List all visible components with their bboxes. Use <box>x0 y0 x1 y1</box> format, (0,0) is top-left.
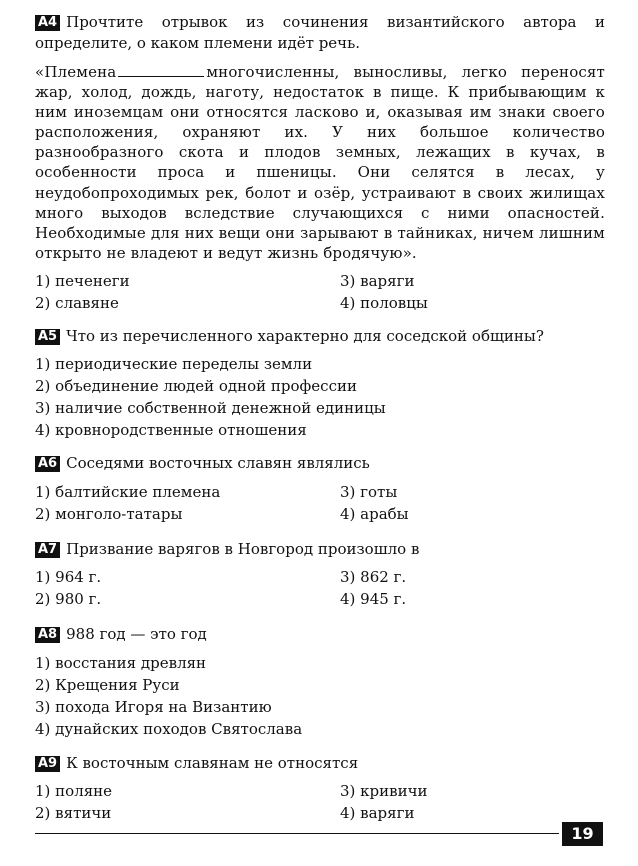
answer-option[interactable]: 3) готы <box>340 482 398 501</box>
answer-options <box>35 482 605 525</box>
answer-option[interactable]: 2) монголо-татары <box>35 504 183 523</box>
answer-option[interactable]: 4) дунайских походов Святослава <box>35 719 303 738</box>
question-a5 <box>35 326 605 442</box>
question-number-badge: А7 <box>35 542 60 558</box>
answer-option[interactable]: 3) похода Игоря на Византию <box>35 697 272 716</box>
source-passage <box>35 62 605 263</box>
question-stem <box>35 453 605 474</box>
question-number-badge: А6 <box>35 456 60 472</box>
answer-option[interactable]: 3) 862 г. <box>340 568 407 587</box>
answer-option[interactable]: 1) восстания древлян <box>35 653 207 672</box>
answer-option[interactable]: 3) наличие собственной денежной единицы <box>35 399 386 418</box>
answer-option[interactable]: 2) объединение людей одной профессии <box>35 377 357 396</box>
answer-options <box>35 781 605 824</box>
answer-option[interactable]: 2) 980 г. <box>35 590 102 609</box>
answer-option[interactable]: 1) балтийские племена <box>35 482 221 501</box>
page-content <box>35 12 605 824</box>
answer-option[interactable]: 3) варяги <box>340 271 415 290</box>
answer-blank <box>118 63 204 77</box>
question-prompt: 988 год — это год <box>66 625 207 644</box>
answer-options <box>35 271 605 314</box>
question-prompt: Соседями восточных славян являлись <box>66 454 370 473</box>
page-number-badge: 19 <box>562 822 603 846</box>
footer-divider <box>35 833 559 834</box>
answer-option[interactable]: 4) варяги <box>340 804 415 823</box>
question-stem <box>35 624 605 645</box>
question-a8 <box>35 624 605 740</box>
answer-option[interactable]: 1) 964 г. <box>35 568 102 587</box>
answer-option[interactable]: 1) периодические переделы земли <box>35 355 313 374</box>
answer-option[interactable]: 1) печенеги <box>35 271 130 290</box>
question-prompt: К восточным славянам не относятся <box>66 753 359 772</box>
question-a9 <box>35 753 605 825</box>
question-prompt: Призвание варягов в Новгород произошло в <box>66 539 420 558</box>
answer-option[interactable]: 4) кровнородственные отношения <box>35 421 307 440</box>
answer-option[interactable]: 3) кривичи <box>340 782 428 801</box>
answer-options <box>35 354 605 441</box>
question-a7 <box>35 539 605 611</box>
question-prompt: Что из перечисленного характерно для соседской общины? <box>66 326 544 345</box>
question-prompt: Прочтите отрывок из сочинения византийского автора и определите, о каком племени идёт речь. <box>35 13 605 52</box>
question-stem <box>35 753 605 774</box>
answer-option[interactable]: 2) вятичи <box>35 804 112 823</box>
question-number-badge: А4 <box>35 15 60 31</box>
answer-option[interactable]: 4) 945 г. <box>340 590 407 609</box>
answer-option[interactable]: 4) арабы <box>340 504 409 523</box>
question-number-badge: А8 <box>35 627 60 643</box>
passage-text-start: «Племена <box>35 63 117 81</box>
passage-text-rest: многочисленны, выносливы, легко переносят жар, холод, дождь, наготу, недостаток в пище. К прибывающим к ним иноземцам они относятся ласково и, оказывая им знаки своего расположения, охраняют их. У них большое количество разнообразного скота и плодов земных, лежащих в кучах, в особенности проса и пшеницы. Они селятся в лесах, у неудобопроходимых рек, болот и озёр, устраивают в своих жилищах много выходов вследствие случающихся с ними опасностей. Необходимые для них вещи они зарывают в тайниках, ничем лишним открыто не владеют и ведут жизнь бродячую». <box>35 63 605 262</box>
question-number-badge: А5 <box>35 329 60 345</box>
answer-option[interactable]: 1) поляне <box>35 782 113 801</box>
question-a6 <box>35 453 605 525</box>
question-a4 <box>35 12 605 314</box>
answer-option[interactable]: 4) половцы <box>340 293 428 312</box>
question-stem <box>35 326 605 347</box>
question-number-badge: А9 <box>35 756 60 772</box>
answer-option[interactable]: 2) Крещения Руси <box>35 675 180 694</box>
answer-options <box>35 653 605 740</box>
question-stem <box>35 12 605 53</box>
answer-options <box>35 567 605 610</box>
question-stem <box>35 539 605 560</box>
answer-option[interactable]: 2) славяне <box>35 293 119 312</box>
